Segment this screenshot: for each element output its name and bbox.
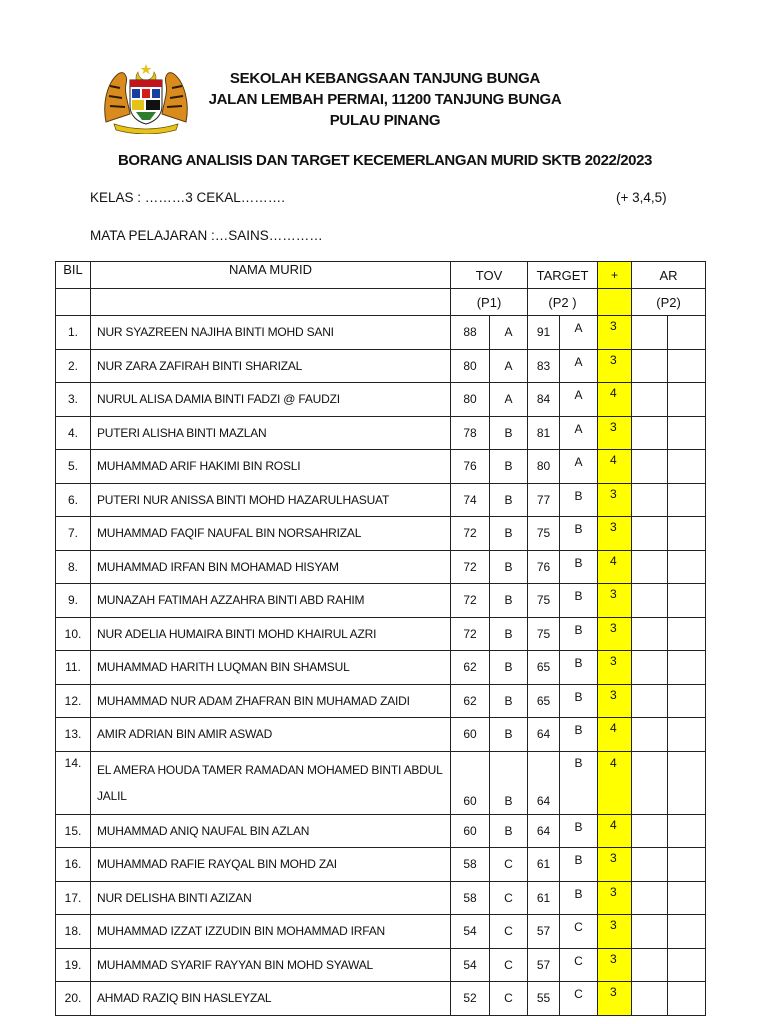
row-number: 6.	[56, 483, 91, 517]
target-grade: A	[560, 316, 598, 350]
target-grade: C	[560, 948, 598, 982]
target-grade: A	[560, 383, 598, 417]
row-number: 5.	[56, 450, 91, 484]
student-name: MUHAMMAD IRFAN BIN MOHAMAD HISYAM	[91, 550, 451, 584]
ar-grade	[668, 814, 706, 848]
ar-grade	[668, 349, 706, 383]
student-name: MUHAMMAD RAFIE RAYQAL BIN MOHD ZAI	[91, 848, 451, 882]
plus-band: 3	[598, 584, 632, 618]
tov-grade: C	[490, 881, 528, 915]
tov-grade: B	[490, 550, 528, 584]
plus-band: 3	[598, 617, 632, 651]
target-score: 83	[528, 349, 560, 383]
ar-score	[632, 982, 668, 1016]
ar-grade	[668, 483, 706, 517]
row-number: 13.	[56, 718, 91, 752]
ar-score	[632, 651, 668, 685]
table-row	[56, 982, 706, 1016]
student-name: NURUL ALISA DAMIA BINTI FADZI @ FAUDZI	[91, 383, 451, 417]
header-bil-cont	[56, 289, 91, 316]
plus-band: 3	[598, 881, 632, 915]
tov-grade: B	[490, 617, 528, 651]
row-number: 20.	[56, 982, 91, 1016]
tov-score: 88	[451, 316, 490, 350]
header-tov: TOV	[451, 262, 528, 289]
target-score: 75	[528, 517, 560, 551]
target-grade: B	[560, 517, 598, 551]
target-score: 84	[528, 383, 560, 417]
target-score: 55	[528, 982, 560, 1016]
tov-grade: B	[490, 584, 528, 618]
table-row	[56, 617, 706, 651]
tov-grade: C	[490, 915, 528, 949]
target-grade: B	[560, 684, 598, 718]
tov-grade: A	[490, 316, 528, 350]
row-number: 17.	[56, 881, 91, 915]
tov-grade: B	[490, 483, 528, 517]
plus-band: 3	[598, 349, 632, 383]
ar-score	[632, 483, 668, 517]
target-score: 91	[528, 316, 560, 350]
table-row	[56, 848, 706, 882]
ar-score	[632, 517, 668, 551]
table-row	[56, 550, 706, 584]
ar-grade	[668, 651, 706, 685]
ar-score	[632, 814, 668, 848]
student-name: PUTERI NUR ANISSA BINTI MOHD HAZARULHASUAT	[91, 483, 451, 517]
ar-grade	[668, 416, 706, 450]
student-name: MUHAMMAD IZZAT IZZUDIN BIN MOHAMMAD IRFAN	[91, 915, 451, 949]
row-number: 16.	[56, 848, 91, 882]
student-name: AHMAD RAZIQ BIN HASLEYZAL	[91, 982, 451, 1016]
student-name: MUNAZAH FATIMAH AZZAHRA BINTI ABD RAHIM	[91, 584, 451, 618]
student-name: NUR SYAZREEN NAJIHA BINTI MOHD SANI	[91, 316, 451, 350]
school-address: JALAN LEMBAH PERMAI, 11200 TANJUNG BUNGA	[208, 91, 562, 108]
target-grade: C	[560, 915, 598, 949]
plus-band: 3	[598, 483, 632, 517]
form-title: BORANG ANALISIS DAN TARGET KECEMERLANGAN MURID SKTB 2022/2023	[118, 152, 652, 169]
target-grade: B	[560, 881, 598, 915]
ar-score	[632, 584, 668, 618]
plus-band: 3	[598, 948, 632, 982]
plus-band: 3	[598, 651, 632, 685]
table-row	[56, 416, 706, 450]
target-grade: A	[560, 450, 598, 484]
ar-grade	[668, 584, 706, 618]
ar-score	[632, 915, 668, 949]
ar-score	[632, 617, 668, 651]
student-name: MUHAMMAD SYARIF RAYYAN BIN MOHD SYAWAL	[91, 948, 451, 982]
target-grade: B	[560, 718, 598, 752]
tov-score: 74	[451, 483, 490, 517]
row-number: 3.	[56, 383, 91, 417]
target-score: 64	[528, 718, 560, 752]
row-number: 18.	[56, 915, 91, 949]
tov-grade: B	[490, 718, 528, 752]
ar-grade	[668, 550, 706, 584]
target-grade: B	[560, 848, 598, 882]
tov-score: 72	[451, 617, 490, 651]
target-score: 77	[528, 483, 560, 517]
ar-score	[632, 881, 668, 915]
row-number: 1.	[56, 316, 91, 350]
table-row	[56, 584, 706, 618]
tov-grade: B	[490, 751, 528, 814]
table-row	[56, 517, 706, 551]
ar-score	[632, 416, 668, 450]
tov-grade: B	[490, 517, 528, 551]
header-tov-sub: (P1)	[451, 289, 528, 316]
tov-score: 60	[451, 718, 490, 752]
header-row-bottom	[56, 289, 706, 316]
header-ar-sub: (P2)	[632, 289, 706, 316]
target-grade: A	[560, 416, 598, 450]
row-number: 4.	[56, 416, 91, 450]
plus-note: (+ 3,4,5)	[616, 190, 667, 205]
target-score: 81	[528, 416, 560, 450]
row-number: 11.	[56, 651, 91, 685]
header-bil: BIL	[56, 262, 91, 289]
ar-score	[632, 450, 668, 484]
plus-band: 4	[598, 718, 632, 752]
ar-grade	[668, 684, 706, 718]
student-name: NUR DELISHA BINTI AZIZAN	[91, 881, 451, 915]
ar-score	[632, 751, 668, 814]
target-score: 57	[528, 948, 560, 982]
table-row	[56, 349, 706, 383]
tov-score: 80	[451, 383, 490, 417]
tov-grade: B	[490, 684, 528, 718]
row-number: 12.	[56, 684, 91, 718]
table-row	[56, 450, 706, 484]
plus-band: 3	[598, 848, 632, 882]
table-row	[56, 383, 706, 417]
ar-grade	[668, 316, 706, 350]
target-score: 64	[528, 751, 560, 814]
row-number: 9.	[56, 584, 91, 618]
target-grade: B	[560, 584, 598, 618]
plus-band: 4	[598, 383, 632, 417]
row-number: 7.	[56, 517, 91, 551]
ar-grade	[668, 948, 706, 982]
student-name: MUHAMMAD NUR ADAM ZHAFRAN BIN MUHAMAD ZAIDI	[91, 684, 451, 718]
table-row	[56, 948, 706, 982]
row-number: 10.	[56, 617, 91, 651]
school-header	[170, 68, 600, 131]
student-name: MUHAMMAD FAQIF NAUFAL BIN NORSAHRIZAL	[91, 517, 451, 551]
tov-score: 54	[451, 948, 490, 982]
ar-score	[632, 948, 668, 982]
ar-score	[632, 848, 668, 882]
student-name: PUTERI ALISHA BINTI MAZLAN	[91, 416, 451, 450]
target-score: 80	[528, 450, 560, 484]
ar-grade	[668, 450, 706, 484]
header-name-cont	[91, 289, 451, 316]
header-plus: +	[598, 262, 632, 289]
header-target: TARGET	[528, 262, 598, 289]
tov-score: 62	[451, 651, 490, 685]
target-grade: C	[560, 982, 598, 1016]
row-number: 19.	[56, 948, 91, 982]
tov-score: 72	[451, 550, 490, 584]
table-row	[56, 751, 706, 814]
target-grade: B	[560, 483, 598, 517]
table-row	[56, 651, 706, 685]
student-name: MUHAMMAD ANIQ NAUFAL BIN AZLAN	[91, 814, 451, 848]
target-score: 76	[528, 550, 560, 584]
tov-score: 52	[451, 982, 490, 1016]
subject-label: MATA PELAJARAN :…SAINS…………	[90, 228, 323, 243]
ar-score	[632, 550, 668, 584]
ar-score	[632, 383, 668, 417]
tov-grade: B	[490, 450, 528, 484]
tov-score: 60	[451, 814, 490, 848]
ar-grade	[668, 881, 706, 915]
header-ar: AR	[632, 262, 706, 289]
target-grade: B	[560, 651, 598, 685]
student-name: NUR ZARA ZAFIRAH BINTI SHARIZAL	[91, 349, 451, 383]
ar-grade	[668, 383, 706, 417]
target-score: 61	[528, 881, 560, 915]
target-score: 64	[528, 814, 560, 848]
ar-grade	[668, 718, 706, 752]
plus-band: 4	[598, 751, 632, 814]
tov-score: 58	[451, 881, 490, 915]
tov-grade: A	[490, 349, 528, 383]
target-grade: A	[560, 349, 598, 383]
tov-grade: B	[490, 814, 528, 848]
row-number: 14.	[56, 751, 91, 814]
target-score: 75	[528, 584, 560, 618]
target-score: 65	[528, 651, 560, 685]
plus-band: 4	[598, 450, 632, 484]
student-name: NUR ADELIA HUMAIRA BINTI MOHD KHAIRUL AZRI	[91, 617, 451, 651]
class-label: KELAS : ………3 CEKAL……….	[90, 190, 286, 205]
target-score: 75	[528, 617, 560, 651]
tov-score: 58	[451, 848, 490, 882]
table-row	[56, 915, 706, 949]
plus-band: 3	[598, 684, 632, 718]
row-number: 8.	[56, 550, 91, 584]
tov-grade: C	[490, 948, 528, 982]
ar-grade	[668, 617, 706, 651]
ar-score	[632, 349, 668, 383]
tov-grade: C	[490, 982, 528, 1016]
ar-score	[632, 316, 668, 350]
plus-band: 4	[598, 814, 632, 848]
plus-band: 3	[598, 915, 632, 949]
plus-band: 3	[598, 517, 632, 551]
target-grade: B	[560, 617, 598, 651]
tov-grade: C	[490, 848, 528, 882]
row-number: 2.	[56, 349, 91, 383]
school-name: SEKOLAH KEBANGSAAN TANJUNG BUNGA	[229, 70, 541, 87]
plus-band: 3	[598, 982, 632, 1016]
tov-grade: A	[490, 383, 528, 417]
target-grade: B	[560, 814, 598, 848]
row-number: 15.	[56, 814, 91, 848]
table-row	[56, 718, 706, 752]
ar-score	[632, 684, 668, 718]
school-state: PULAU PINANG	[329, 112, 441, 129]
table-row	[56, 684, 706, 718]
tov-score: 78	[451, 416, 490, 450]
target-score: 65	[528, 684, 560, 718]
student-target-table	[55, 261, 706, 1016]
table-row	[56, 881, 706, 915]
target-grade: B	[560, 550, 598, 584]
ar-score	[632, 718, 668, 752]
ar-grade	[668, 517, 706, 551]
tov-score: 54	[451, 915, 490, 949]
target-score: 57	[528, 915, 560, 949]
plus-band: 3	[598, 416, 632, 450]
target-score: 61	[528, 848, 560, 882]
ar-grade	[668, 982, 706, 1016]
plus-band: 3	[598, 316, 632, 350]
header-plus-cont	[598, 289, 632, 316]
student-name-line2: JALIL	[97, 788, 127, 803]
tov-grade: B	[490, 416, 528, 450]
tov-score: 62	[451, 684, 490, 718]
tov-score: 60	[451, 751, 490, 814]
table-row	[56, 483, 706, 517]
header-name: NAMA MURID	[91, 262, 451, 289]
tov-score: 72	[451, 584, 490, 618]
header-row-top	[56, 262, 706, 289]
student-name	[91, 751, 451, 814]
header-target-sub: (P2 )	[528, 289, 598, 316]
ar-grade	[668, 751, 706, 814]
plus-band: 4	[598, 550, 632, 584]
tov-score: 80	[451, 349, 490, 383]
target-grade: B	[560, 751, 598, 814]
table-row	[56, 814, 706, 848]
tov-score: 76	[451, 450, 490, 484]
tov-score: 72	[451, 517, 490, 551]
student-name: AMIR ADRIAN BIN AMIR ASWAD	[91, 718, 451, 752]
tov-grade: B	[490, 651, 528, 685]
ar-grade	[668, 915, 706, 949]
student-name-line1: EL AMERA HOUDA TAMER RAMADAN MOHAMED BINTI ABDUL	[97, 762, 443, 777]
student-name: MUHAMMAD HARITH LUQMAN BIN SHAMSUL	[91, 651, 451, 685]
table-row	[56, 316, 706, 350]
ar-grade	[668, 848, 706, 882]
student-name: MUHAMMAD ARIF HAKIMI BIN ROSLI	[91, 450, 451, 484]
